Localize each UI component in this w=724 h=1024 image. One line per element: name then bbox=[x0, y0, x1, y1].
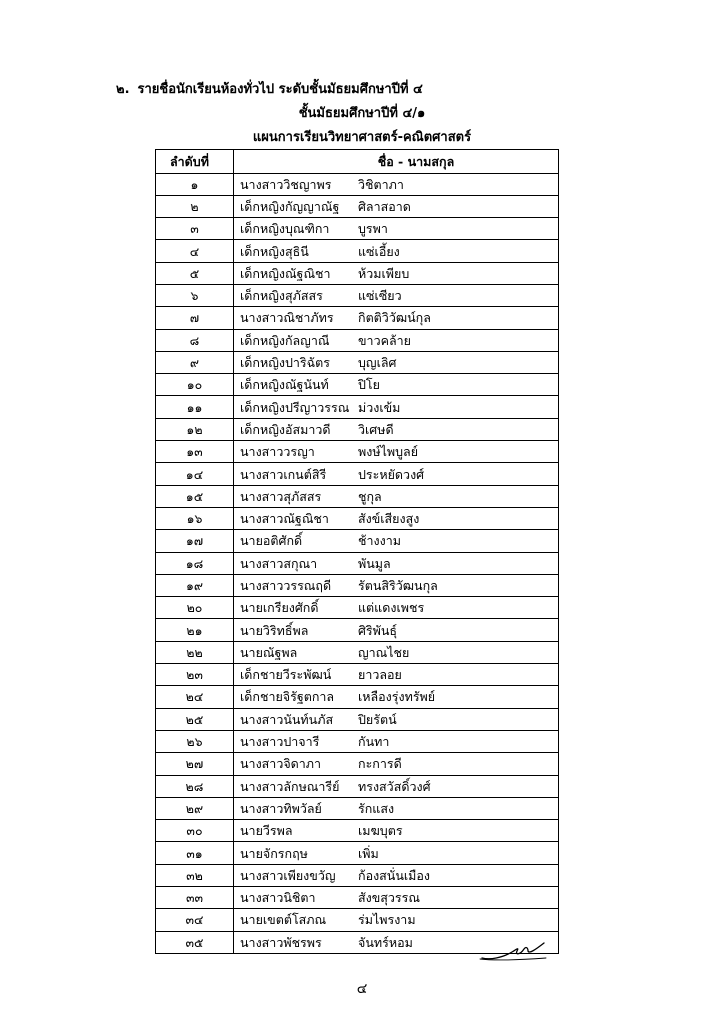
section-heading bbox=[116, 78, 423, 99]
table-row bbox=[156, 307, 559, 329]
row-order-number: ๓๓ bbox=[156, 887, 234, 909]
student-first-name: นางสาวทิพวัลย์ bbox=[240, 800, 322, 816]
student-last-name: กันทา bbox=[358, 734, 390, 750]
student-last-name: ยาวลอย bbox=[358, 667, 402, 683]
table-row bbox=[156, 820, 559, 842]
student-last-name: ชูกุล bbox=[358, 488, 382, 504]
row-order-number: ๓๔ bbox=[156, 909, 234, 931]
table-row bbox=[156, 173, 559, 195]
row-order-number: ๘ bbox=[156, 329, 234, 351]
student-first-name: เด็กชายวีระพัฒน์ bbox=[240, 667, 332, 683]
row-order-number: ๖ bbox=[156, 284, 234, 306]
row-student-name bbox=[234, 664, 559, 686]
student-first-name: นางสาวสุภัสสร bbox=[240, 488, 322, 504]
student-first-name: นายวิริทธิ์พล bbox=[240, 622, 309, 638]
student-first-name: นางสาวณัฐณิชา bbox=[240, 511, 329, 527]
row-student-name bbox=[234, 775, 559, 797]
student-first-name: เด็กหญิงปรีญาวรรณ bbox=[240, 399, 350, 415]
student-first-name: เด็กชายจิรัฐตกาล bbox=[240, 689, 335, 705]
table-row bbox=[156, 597, 559, 619]
table-row bbox=[156, 864, 559, 886]
table-header-row bbox=[156, 150, 559, 174]
table-row bbox=[156, 619, 559, 641]
roster-body bbox=[156, 173, 559, 953]
row-order-number: ๒๔ bbox=[156, 686, 234, 708]
row-order-number: ๓ bbox=[156, 218, 234, 240]
student-first-name: นางสาวพัชรพร bbox=[240, 934, 322, 950]
table-row bbox=[156, 753, 559, 775]
table-row bbox=[156, 641, 559, 663]
table-row bbox=[156, 797, 559, 819]
student-first-name: นางสาวนันท์นภัส bbox=[240, 711, 334, 727]
row-student-name bbox=[234, 418, 559, 440]
row-order-number: ๙ bbox=[156, 351, 234, 373]
table-row bbox=[156, 262, 559, 284]
row-student-name bbox=[234, 195, 559, 217]
class-level-heading: ชั้นมัธยมศึกษาปีที่ ๔/๑ bbox=[298, 106, 426, 121]
student-last-name: ร่มไพรงาม bbox=[358, 912, 416, 928]
student-first-name: นายเขตต์โสภณ bbox=[240, 912, 327, 928]
table-row bbox=[156, 730, 559, 752]
row-order-number: ๑๐ bbox=[156, 374, 234, 396]
table-row bbox=[156, 374, 559, 396]
row-order-number: ๒๕ bbox=[156, 708, 234, 730]
student-last-name: กิตติวิวัฒน์กุล bbox=[358, 310, 431, 326]
row-student-name bbox=[234, 730, 559, 752]
row-order-number: ๑๓ bbox=[156, 441, 234, 463]
student-first-name: เด็กหญิงบุณฑิกา bbox=[240, 221, 330, 237]
student-last-name: ปิยรัตน์ bbox=[358, 711, 397, 727]
row-order-number: ๓๕ bbox=[156, 931, 234, 953]
student-last-name: สังขสุวรรณ bbox=[358, 890, 420, 906]
student-last-name: วิเศษดี bbox=[358, 421, 394, 437]
table-row bbox=[156, 909, 559, 931]
student-first-name: เด็กหญิงกัลญาณี bbox=[240, 332, 330, 348]
row-order-number: ๕ bbox=[156, 262, 234, 284]
row-student-name bbox=[234, 396, 559, 418]
table-row bbox=[156, 418, 559, 440]
row-order-number: ๑๕ bbox=[156, 485, 234, 507]
student-last-name: พันมูล bbox=[358, 555, 391, 571]
student-first-name: เด็กหญิงณัฐนันท์ bbox=[240, 377, 329, 393]
student-first-name: นายวีรพล bbox=[240, 823, 293, 839]
student-last-name: ห้วมเพียบ bbox=[358, 265, 410, 281]
student-first-name: นางสาววิชญาพร bbox=[240, 176, 332, 192]
table-row bbox=[156, 463, 559, 485]
row-student-name bbox=[234, 374, 559, 396]
table-row bbox=[156, 218, 559, 240]
row-order-number: ๑๑ bbox=[156, 396, 234, 418]
student-last-name: ปิโย bbox=[358, 377, 380, 393]
row-order-number: ๓๐ bbox=[156, 820, 234, 842]
student-first-name: เด็กหญิงสุภัสสร bbox=[240, 288, 323, 304]
student-last-name: ศิริพันธุ์ bbox=[358, 622, 398, 638]
student-first-name: นายเกรียงศักดิ์ bbox=[240, 600, 319, 616]
row-student-name bbox=[234, 842, 559, 864]
table-row bbox=[156, 708, 559, 730]
row-order-number: ๔ bbox=[156, 240, 234, 262]
table-row bbox=[156, 887, 559, 909]
row-student-name bbox=[234, 708, 559, 730]
student-first-name: นายจักรกฤษ bbox=[240, 845, 308, 861]
student-last-name: เมฆบุตร bbox=[358, 823, 403, 839]
row-student-name bbox=[234, 864, 559, 886]
row-student-name bbox=[234, 507, 559, 529]
row-student-name bbox=[234, 552, 559, 574]
table-row bbox=[156, 574, 559, 596]
row-student-name bbox=[234, 173, 559, 195]
student-first-name: นายณัฐพล bbox=[240, 644, 298, 660]
page-number: ๔ bbox=[356, 981, 368, 997]
row-student-name bbox=[234, 909, 559, 931]
student-first-name: นางสาววรญา bbox=[240, 444, 315, 460]
row-student-name bbox=[234, 686, 559, 708]
student-first-name: นางสาววรรณฤดี bbox=[240, 577, 332, 593]
row-student-name bbox=[234, 619, 559, 641]
student-first-name: เด็กหญิงอัสมาวดี bbox=[240, 421, 331, 437]
row-order-number: ๑๗ bbox=[156, 530, 234, 552]
section-number: ๒. bbox=[116, 82, 130, 97]
student-last-name: บุญเลิศ bbox=[358, 355, 397, 371]
student-first-name: นางสาวนิชิตา bbox=[240, 890, 316, 906]
row-order-number: ๒๙ bbox=[156, 797, 234, 819]
row-order-number: ๑๒ bbox=[156, 418, 234, 440]
table-row bbox=[156, 485, 559, 507]
row-order-number: ๗ bbox=[156, 307, 234, 329]
table-row bbox=[156, 552, 559, 574]
student-first-name: เด็กหญิงณัฐณิชา bbox=[240, 265, 331, 281]
student-last-name: สังข์เสียงสูง bbox=[358, 511, 420, 527]
row-student-name bbox=[234, 797, 559, 819]
row-student-name bbox=[234, 641, 559, 663]
row-student-name bbox=[234, 284, 559, 306]
student-last-name: แซ่เอี้ยง bbox=[358, 243, 400, 259]
student-first-name: นางสาวสกุณา bbox=[240, 555, 318, 571]
table-row bbox=[156, 441, 559, 463]
row-student-name bbox=[234, 574, 559, 596]
row-student-name bbox=[234, 441, 559, 463]
table-row bbox=[156, 329, 559, 351]
table-row bbox=[156, 664, 559, 686]
order-column-header: ลำดับที่ bbox=[156, 150, 234, 174]
student-last-name: แซ่เซียว bbox=[358, 288, 402, 304]
row-order-number: ๑๖ bbox=[156, 507, 234, 529]
student-last-name: วิชิตาภา bbox=[358, 176, 404, 192]
student-last-name: รัตนสิริวัฒนกุล bbox=[358, 577, 438, 593]
row-student-name bbox=[234, 485, 559, 507]
row-order-number: ๒๘ bbox=[156, 775, 234, 797]
table-row bbox=[156, 351, 559, 373]
row-order-number: ๒๐ bbox=[156, 597, 234, 619]
student-last-name: ประหยัดวงศ์ bbox=[358, 466, 425, 482]
row-order-number: ๑๘ bbox=[156, 552, 234, 574]
student-first-name: นางสาวปาจารี bbox=[240, 734, 320, 750]
row-student-name bbox=[234, 887, 559, 909]
row-order-number: ๒๖ bbox=[156, 730, 234, 752]
row-order-number: ๒๑ bbox=[156, 619, 234, 641]
row-student-name bbox=[234, 463, 559, 485]
student-last-name: แต่แดงเพชร bbox=[358, 600, 425, 616]
student-last-name: ม่วงเข้ม bbox=[358, 399, 401, 415]
section-title: รายชื่อนักเรียนห้องทั่วไป ระดับชั้นมัธยมศึกษาปีที่ ๔ bbox=[137, 82, 423, 97]
table-row bbox=[156, 195, 559, 217]
row-student-name bbox=[234, 820, 559, 842]
student-last-name: พงษ์ไพบูลย์ bbox=[358, 444, 419, 460]
student-last-name: กะการดี bbox=[358, 756, 402, 772]
student-first-name: เด็กหญิงสุธินี bbox=[240, 243, 309, 259]
name-column-header: ชื่อ - นามสกุล bbox=[234, 150, 559, 174]
row-student-name bbox=[234, 597, 559, 619]
row-order-number: ๓๒ bbox=[156, 864, 234, 886]
student-last-name: ช้างงาม bbox=[358, 533, 401, 549]
row-student-name bbox=[234, 329, 559, 351]
table-row bbox=[156, 240, 559, 262]
table-row bbox=[156, 284, 559, 306]
student-last-name: บูรพา bbox=[358, 221, 388, 237]
row-order-number: ๒๗ bbox=[156, 753, 234, 775]
student-last-name: เพิ่ม bbox=[358, 845, 379, 861]
student-last-name: จันทร์หอม bbox=[358, 934, 413, 950]
student-first-name: นางสาวลักษณารีย์ bbox=[240, 778, 340, 794]
table-row bbox=[156, 686, 559, 708]
row-student-name bbox=[234, 307, 559, 329]
row-student-name bbox=[234, 262, 559, 284]
student-roster-table bbox=[155, 149, 559, 954]
row-student-name bbox=[234, 218, 559, 240]
row-student-name bbox=[234, 240, 559, 262]
student-first-name: เด็กหญิงกัญญาณัฐ bbox=[240, 198, 340, 214]
table-row bbox=[156, 842, 559, 864]
student-last-name: ทรงสวัสดิ์วงศ์ bbox=[358, 778, 431, 794]
row-order-number: ๑๔ bbox=[156, 463, 234, 485]
signature-mark bbox=[478, 939, 548, 965]
row-order-number: ๒๓ bbox=[156, 664, 234, 686]
row-order-number: ๒ bbox=[156, 195, 234, 217]
student-last-name: เหลืองรุ่งทรัพย์ bbox=[358, 689, 436, 705]
row-student-name bbox=[234, 530, 559, 552]
table-row bbox=[156, 396, 559, 418]
row-student-name bbox=[234, 753, 559, 775]
table-row bbox=[156, 507, 559, 529]
row-order-number: ๒๒ bbox=[156, 641, 234, 663]
program-heading: แผนการเรียนวิทยาศาสตร์-คณิตศาสตร์ bbox=[252, 130, 472, 145]
student-first-name: นางสาวเพียงขวัญ bbox=[240, 867, 336, 883]
student-last-name: ขาวคล้าย bbox=[358, 332, 411, 348]
table-row bbox=[156, 775, 559, 797]
student-first-name: นายอติศักดิ์ bbox=[240, 533, 303, 549]
student-first-name: นางสาวณิชาภัทร bbox=[240, 310, 334, 326]
row-order-number: ๑๙ bbox=[156, 574, 234, 596]
student-last-name: ก้องสนั่นเมือง bbox=[358, 867, 431, 883]
row-order-number: ๓๑ bbox=[156, 842, 234, 864]
row-student-name bbox=[234, 351, 559, 373]
student-last-name: รักแสง bbox=[358, 800, 395, 816]
student-last-name: ศิลาสอาด bbox=[358, 198, 411, 214]
student-first-name: เด็กหญิงปาริฉัตร bbox=[240, 355, 330, 371]
student-first-name: นางสาวเกนต์สิรี bbox=[240, 466, 327, 482]
student-first-name: นางสาวจิดาภา bbox=[240, 756, 322, 772]
row-order-number: ๑ bbox=[156, 173, 234, 195]
student-last-name: ญาณไชย bbox=[358, 644, 410, 660]
table-row bbox=[156, 530, 559, 552]
